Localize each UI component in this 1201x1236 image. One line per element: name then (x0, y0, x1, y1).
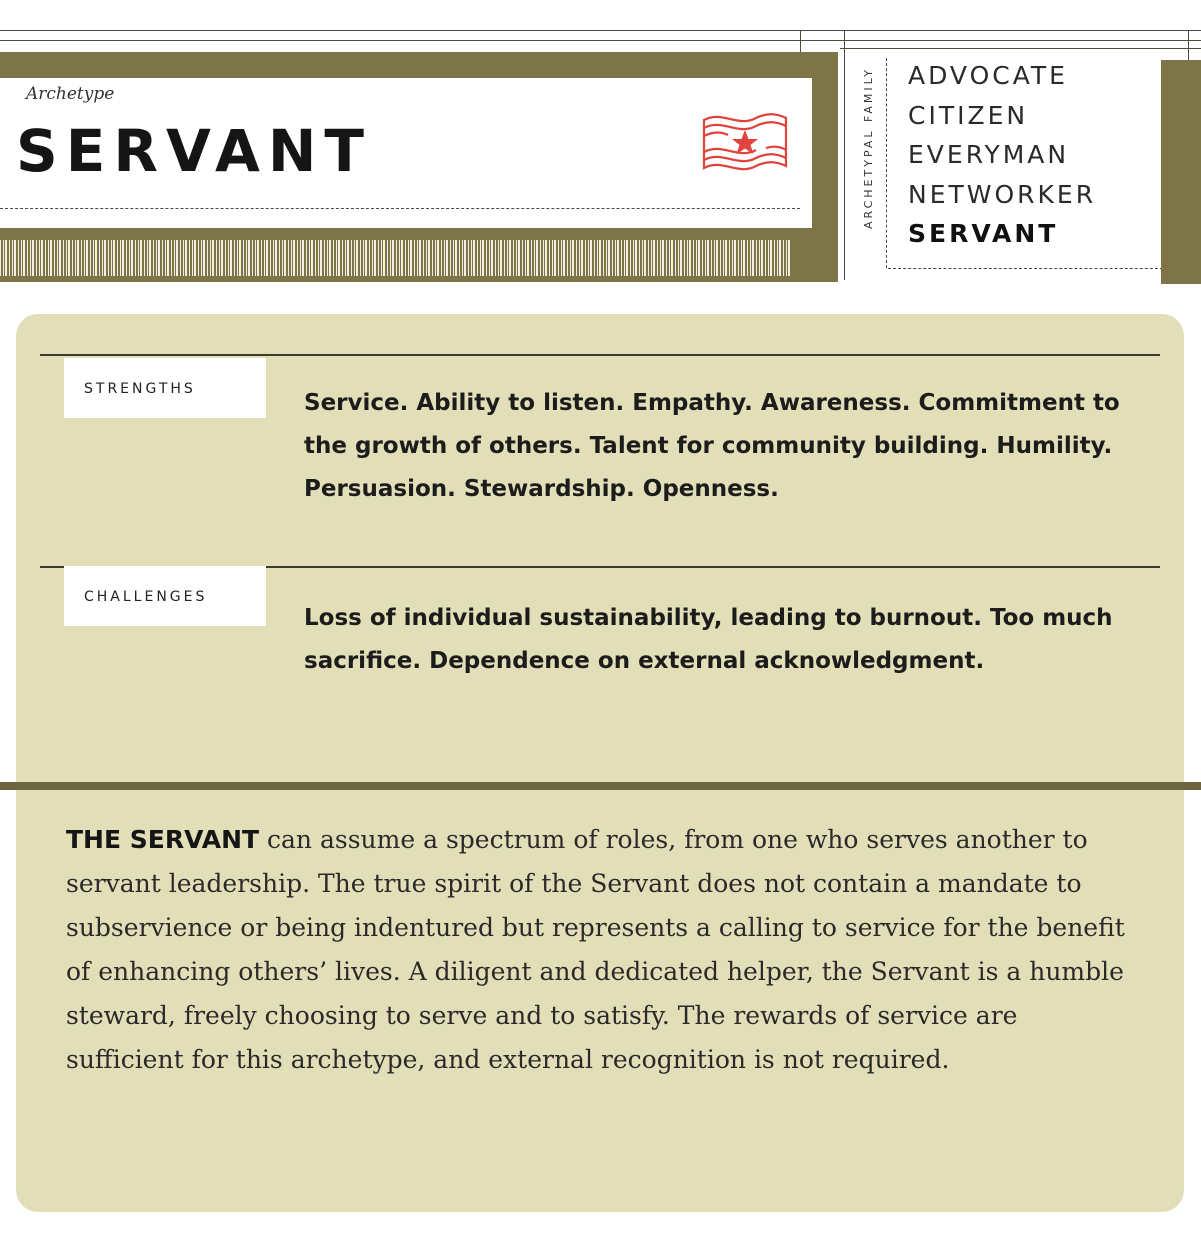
strengths-rule (40, 354, 1160, 356)
family-item-everyman: EVERYMAN (908, 140, 1070, 169)
family-list (908, 58, 1096, 256)
family-item-citizen: CITIZEN (908, 100, 1029, 130)
right-olive-block (1161, 60, 1201, 284)
family-caption: ARCHETYPAL FAMILY (862, 67, 875, 230)
family-dash-bottom-rule (888, 268, 1168, 269)
flag-star-icon (700, 108, 790, 178)
family-dash-rule (886, 58, 887, 268)
family-item-servant: SERVANT (908, 219, 1059, 248)
top-vrule-2 (844, 30, 845, 280)
challenges-text: Loss of individual sustainability, leading to burnout. Too much sacrifice. Dependence on external acknowledgment. (304, 605, 1113, 674)
description-lead: THE SERVANT (66, 825, 260, 854)
barcode-strip (0, 240, 790, 276)
description-rule (0, 782, 1201, 790)
strengths-label: STRENGTHS (64, 358, 266, 418)
top-rule-3 (840, 48, 1201, 49)
title-dash-rule (0, 208, 800, 209)
top-rule-2 (0, 40, 1201, 41)
description-paragraph (66, 818, 1136, 1082)
challenges-label: CHALLENGES (64, 566, 266, 626)
strengths-text: Service. Ability to listen. Empathy. Awareness. Commitment to the growth of others. Talent for community building. Humility. Persuasion. Stewardship. Openness. (304, 390, 1120, 502)
family-item-advocate: ADVOCATE (908, 61, 1068, 90)
archetype-label: Archetype (26, 84, 115, 104)
description-text: can assume a spectrum of roles, from one who serves another to servant leadership. The true spirit of the Servant does not contain a mandate to subservience or being indentured but represents a calling to service for the benefit of enhancing others’ lives. A diligent and dedicated helper, the Servant is a humble steward, freely choosing to serve and to satisfy. The rewards of service are sufficient for this archetype, and external recognition is not required. (66, 825, 1125, 1074)
family-item-networker: NETWORKER (908, 179, 1097, 209)
top-rule-1 (0, 30, 1201, 31)
page-title: SERVANT (16, 117, 372, 185)
